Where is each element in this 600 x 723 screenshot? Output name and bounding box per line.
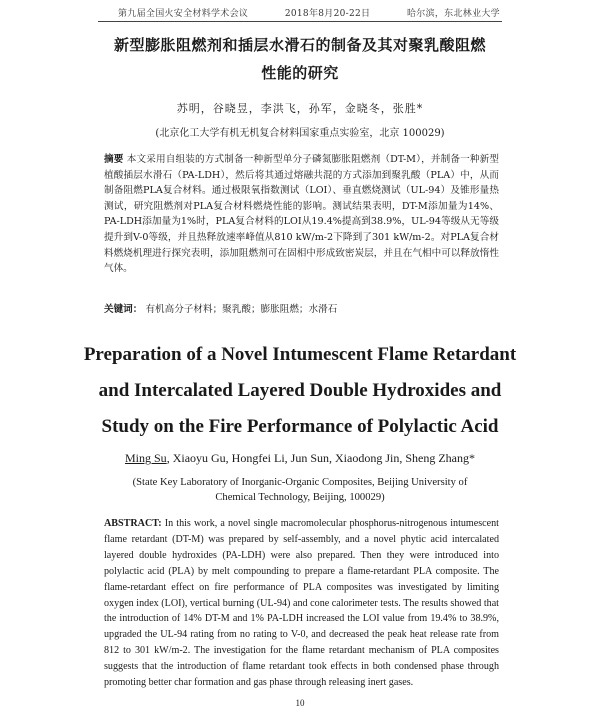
cn-title-line1: 新型膨胀阻燃剂和插层水滑石的制备及其对聚乳酸阻燃 (113, 36, 486, 54)
cn-keywords-text: 有机高分子材料；聚乳酸；膨胀阻燃；水滑石 (145, 304, 338, 315)
en-title-line2: and Intercalated Layered Double Hydroxides and (98, 380, 502, 401)
running-header (118, 6, 500, 19)
cn-affiliation: (北京化工大学有机无机复合材料国家重点实验室，北京 100029) (155, 128, 445, 139)
en-title-line3: Study on the Fire Performance of Polylactic Acid (101, 416, 499, 437)
en-affiliation (0, 475, 600, 505)
en-abstract-label: ABSTRACT: (104, 518, 162, 529)
conference-date: 2018年8月20-22日 (284, 9, 371, 19)
en-affiliation-line2: Chemical Technology, Beijing, 100029) (215, 492, 385, 503)
cn-abstract (104, 152, 499, 277)
cn-keywords-label: 关键词： (104, 304, 143, 315)
cn-title-line2: 性能的研究 (261, 64, 339, 82)
cn-keywords (104, 301, 499, 315)
header-rule (98, 21, 502, 22)
page-number: 10 (295, 698, 305, 708)
conference-name: 第九届全国火安全材料学术会议 (118, 9, 249, 19)
en-other-authors: , Xiaoyu Gu, Hongfei Li, Jun Sun, Xiaodong Jin, Sheng Zhang* (166, 451, 475, 465)
conference-venue: 哈尔滨，东北林业大学 (406, 9, 500, 19)
en-authors (0, 451, 600, 466)
cn-authors: 苏明，谷晓昱，李洪飞，孙军，金晓冬，张胜* (176, 102, 424, 115)
cn-abstract-text: 本文采用自组装的方式制备一种新型单分子磷氮膨胀阻燃剂（DT-M），并制备一种新型植酸插层水滑石（PA-LDH），然后将其通过熔融共混的方式添加到聚乳酸（PLA）中，从而制备阻燃PLA复合材料。通过极限氧指数测试（LOI）、垂直燃烧测试（UL-94）及锥形量热测试，研究阻燃剂对PLA复合材料燃烧性能的影响。测试结果表明，DT-M添加量为14%、PA-LDH添加量为1%时，PLA复合材料的LOI从19.4%提高到38.9%，UL-94等级从无等级提升到V-0等级，并且热释放速率峰值从810 kW/m-2下降到了301 kW/m-2。对PLA复合材料燃烧机理进行探究表明，添加阻燃剂可在固相中形成致密炭层，并且在气相中可以释放惰性气体。 (104, 154, 499, 275)
en-affiliation-line1: (State Key Laboratory of Inorganic-Organic Composites, Beijing University of (132, 477, 468, 488)
en-first-author: Ming Su (125, 451, 167, 465)
en-abstract-text: In this work, a novel single macromolecular phosphorus-nitrogenous intumescent flame retardant (DT-M) was prepared by self-assembly, and a novel phytic acid intercalated layered double hydroxides (PA-LDH) were also prepared. Then they were introduced into polylactic acid (PLA) by melt compounding to prepare a flame-retardant PLA composite. The flame-retardant effect on fire performance of PLA composites was investigated by limiting oxygen index (LOI), vertical burning (UL-94) and cone calorimeter tests. The results showed that the introduction of 14% DT-M and 1% PA-LDH increased the LOI value from 19.4% to 38.9%, upgraded the UL-94 rating from no rating to V-0, and decreased the peak heat release rate from 812 to 301 kW/m-2. The investigation for the flame retardant mechanism of PLA composites suggests that the introduction of flame retardant took effects in both condensed phase through promoting better char formation and gas phase through releasing inert gases. (104, 518, 499, 689)
en-abstract (104, 516, 499, 691)
en-title-line1: Preparation of a Novel Intumescent Flame Retardant (83, 344, 517, 365)
cn-abstract-label: 摘要 (104, 154, 124, 165)
